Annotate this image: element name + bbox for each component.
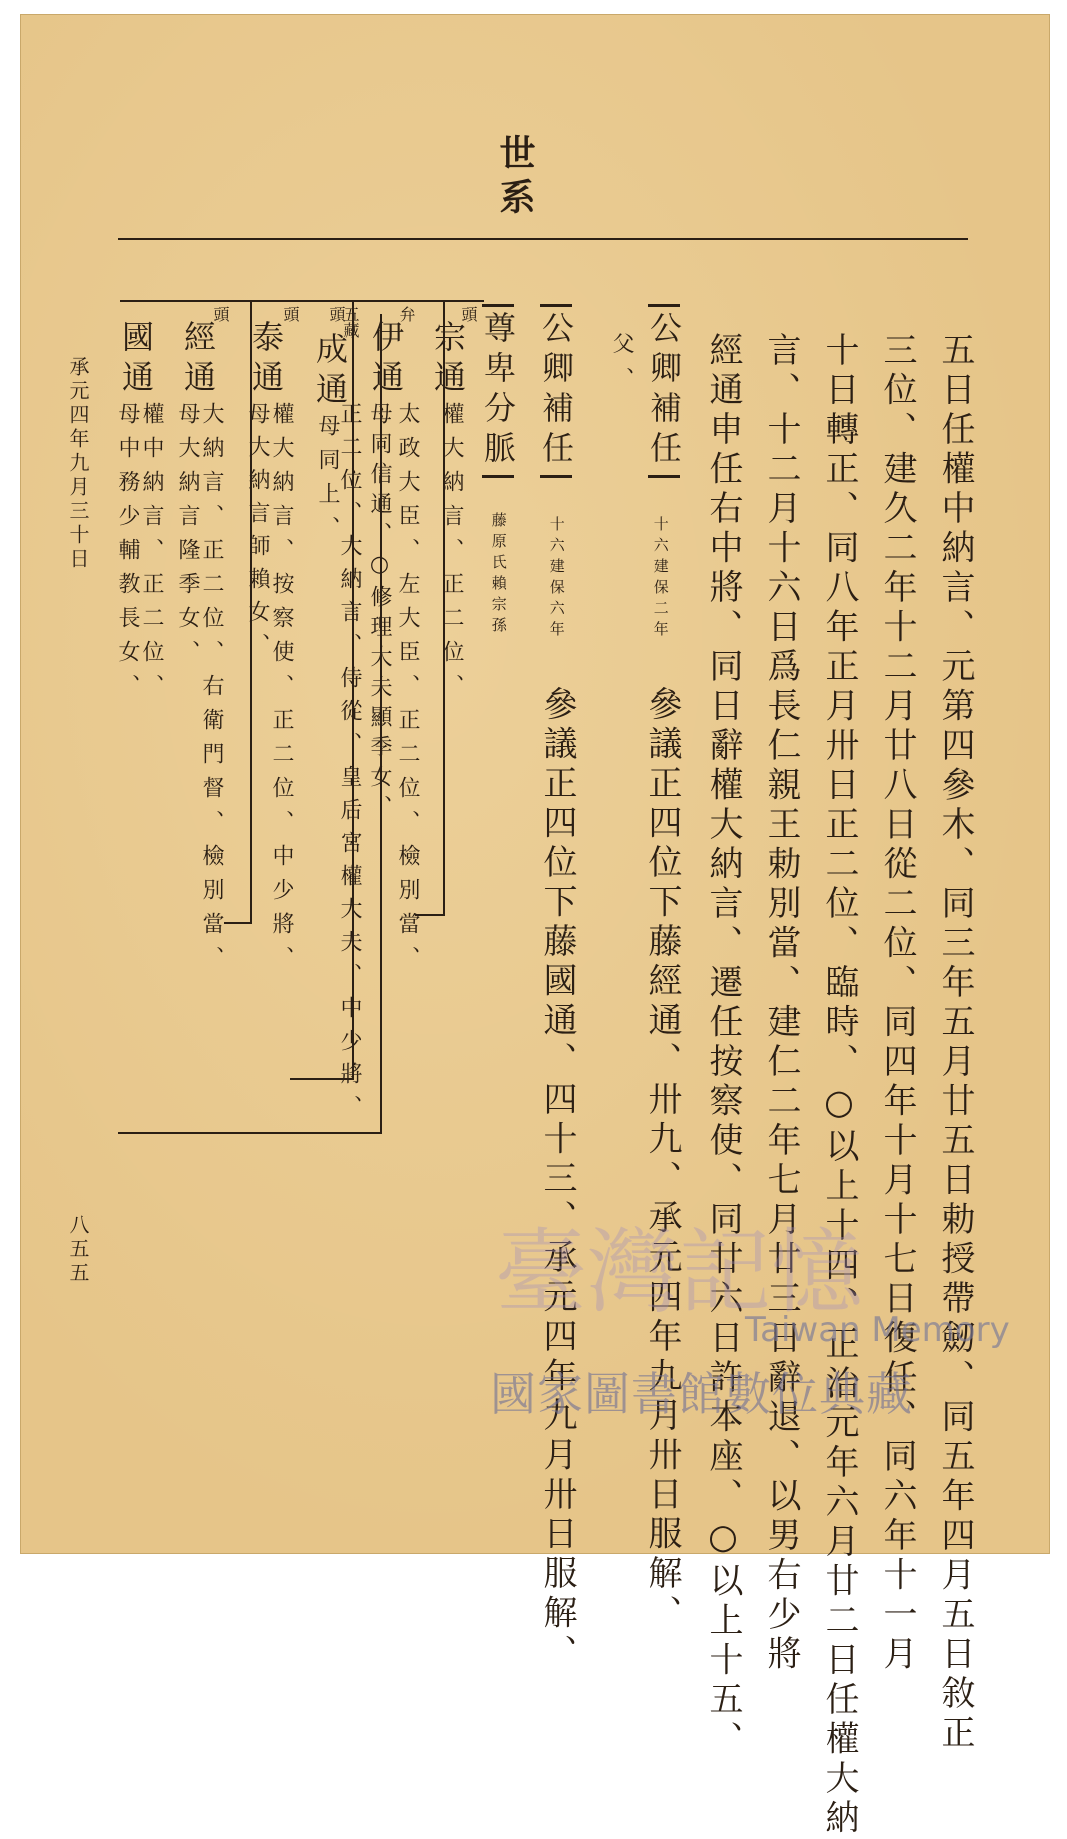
genealogy-desc-koremichi: 太政大臣、左大臣、正二位、檢別當、 [395,402,420,980]
body-line-1: 五日任權中納言、元第四參木、同三年五月廿五日勅授帶劒、同五年四月五日敘正 [935,332,975,1754]
footer-date: 承元四年九月三十日 [66,356,90,572]
watermark-chinese: 國家圖書館數位典藏 [490,1367,913,1421]
genealogy-desc-narimichi: 母同上、 [315,414,340,550]
genealogy-desc2-kunimichi: 母中務少輔教長女、 [115,402,140,708]
genealogy-desc2-narimichi: 正二位、大納言、侍從、皇后宮權大夫、中少將、 [337,402,362,1128]
watermark-logo: 臺灣記憶 [495,1219,864,1326]
source-note-3: 藤原氏賴宗孫 [489,512,508,638]
body-line-4: 言、十二月十六日爲長仁親王勅別當、建仁二年七月廿三日辭退、以男右少將 [761,332,801,1675]
body-line-2: 三位、建久二年十二月廿八日從二位、同四年十月十七日復任、同六年十一月 [877,332,917,1675]
source-note-1: 十六建保二年 [651,516,670,642]
head-mark-tsunemichi: 頭 [211,306,230,322]
body-line-5: 經通申任右中將、同日辭權大納言、遷任按察使、同廿六日許本座、○以上十五、 [703,332,743,1760]
genealogy-name-kunimichi: 國通 [117,320,155,400]
source-text-2: 參議正四位下藤國通、四十三、承元四年九月卅日服解、 [537,686,577,1674]
genealogy-name-munemichi: 宗通 [429,320,467,400]
header-rule [118,238,968,240]
head-mark-yasumichi: 頭 [281,306,300,322]
genealogy-bottom-rule [118,1132,382,1134]
document-page [20,14,1050,1839]
genealogy-name-koremichi: 伊通 [367,320,405,400]
source-text-1: 參議正四位下藤經通、卅九、承元四年九月卅日服解、 [642,686,682,1634]
genealogy-desc-yasumichi: 權大納言、按察使、正二位、中少將、 [269,402,294,980]
genealogy-desc2-tsunemichi: 母大納言隆季女、 [175,402,200,674]
genealogy-desc-munemichi: 權大納言、正二位、 [439,402,464,708]
head-mark2-narimichi: 頭 [327,306,346,322]
page-header-title: 世系 [494,134,536,222]
genealogy-name-tsunemichi: 經通 [179,320,217,400]
head-mark-narimichi: 五藏 [341,306,360,338]
watermark-english: Taiwan Memory [745,1310,1010,1350]
page-number: 八五五 [66,1214,90,1286]
genealogy-name-narimichi: 成通 [311,332,349,412]
genealogy-desc2-koremichi: 母同信通、○修理大夫顯季女、 [367,402,392,825]
head-mark-munemichi: 頭 [459,306,478,322]
genealogy-name-yasumichi: 泰通 [247,320,285,400]
genealogy-desc-tsunemichi: 大納言、正二位、右衛門督、檢別當、 [199,402,224,980]
head-mark-koremichi: 弁 [397,306,416,322]
source-bracket-2: 公卿補任 [540,304,572,478]
genealogy-desc-kunimichi: 權中納言、正二位、 [139,402,164,708]
body-line-6: 父、 [609,332,634,402]
source-note-2: 十六建保六年 [547,516,566,642]
body-line-3: 十日轉正、同八年正月卅日正二位、臨時、○以上十四、正治元年六月廿二日任權大納 [819,332,859,1839]
source-bracket-3: 尊卑分脈 [482,304,514,478]
source-bracket-1: 公卿補任 [648,304,680,478]
genealogy-desc2-yasumichi: 母大納言師賴女、 [245,402,270,666]
